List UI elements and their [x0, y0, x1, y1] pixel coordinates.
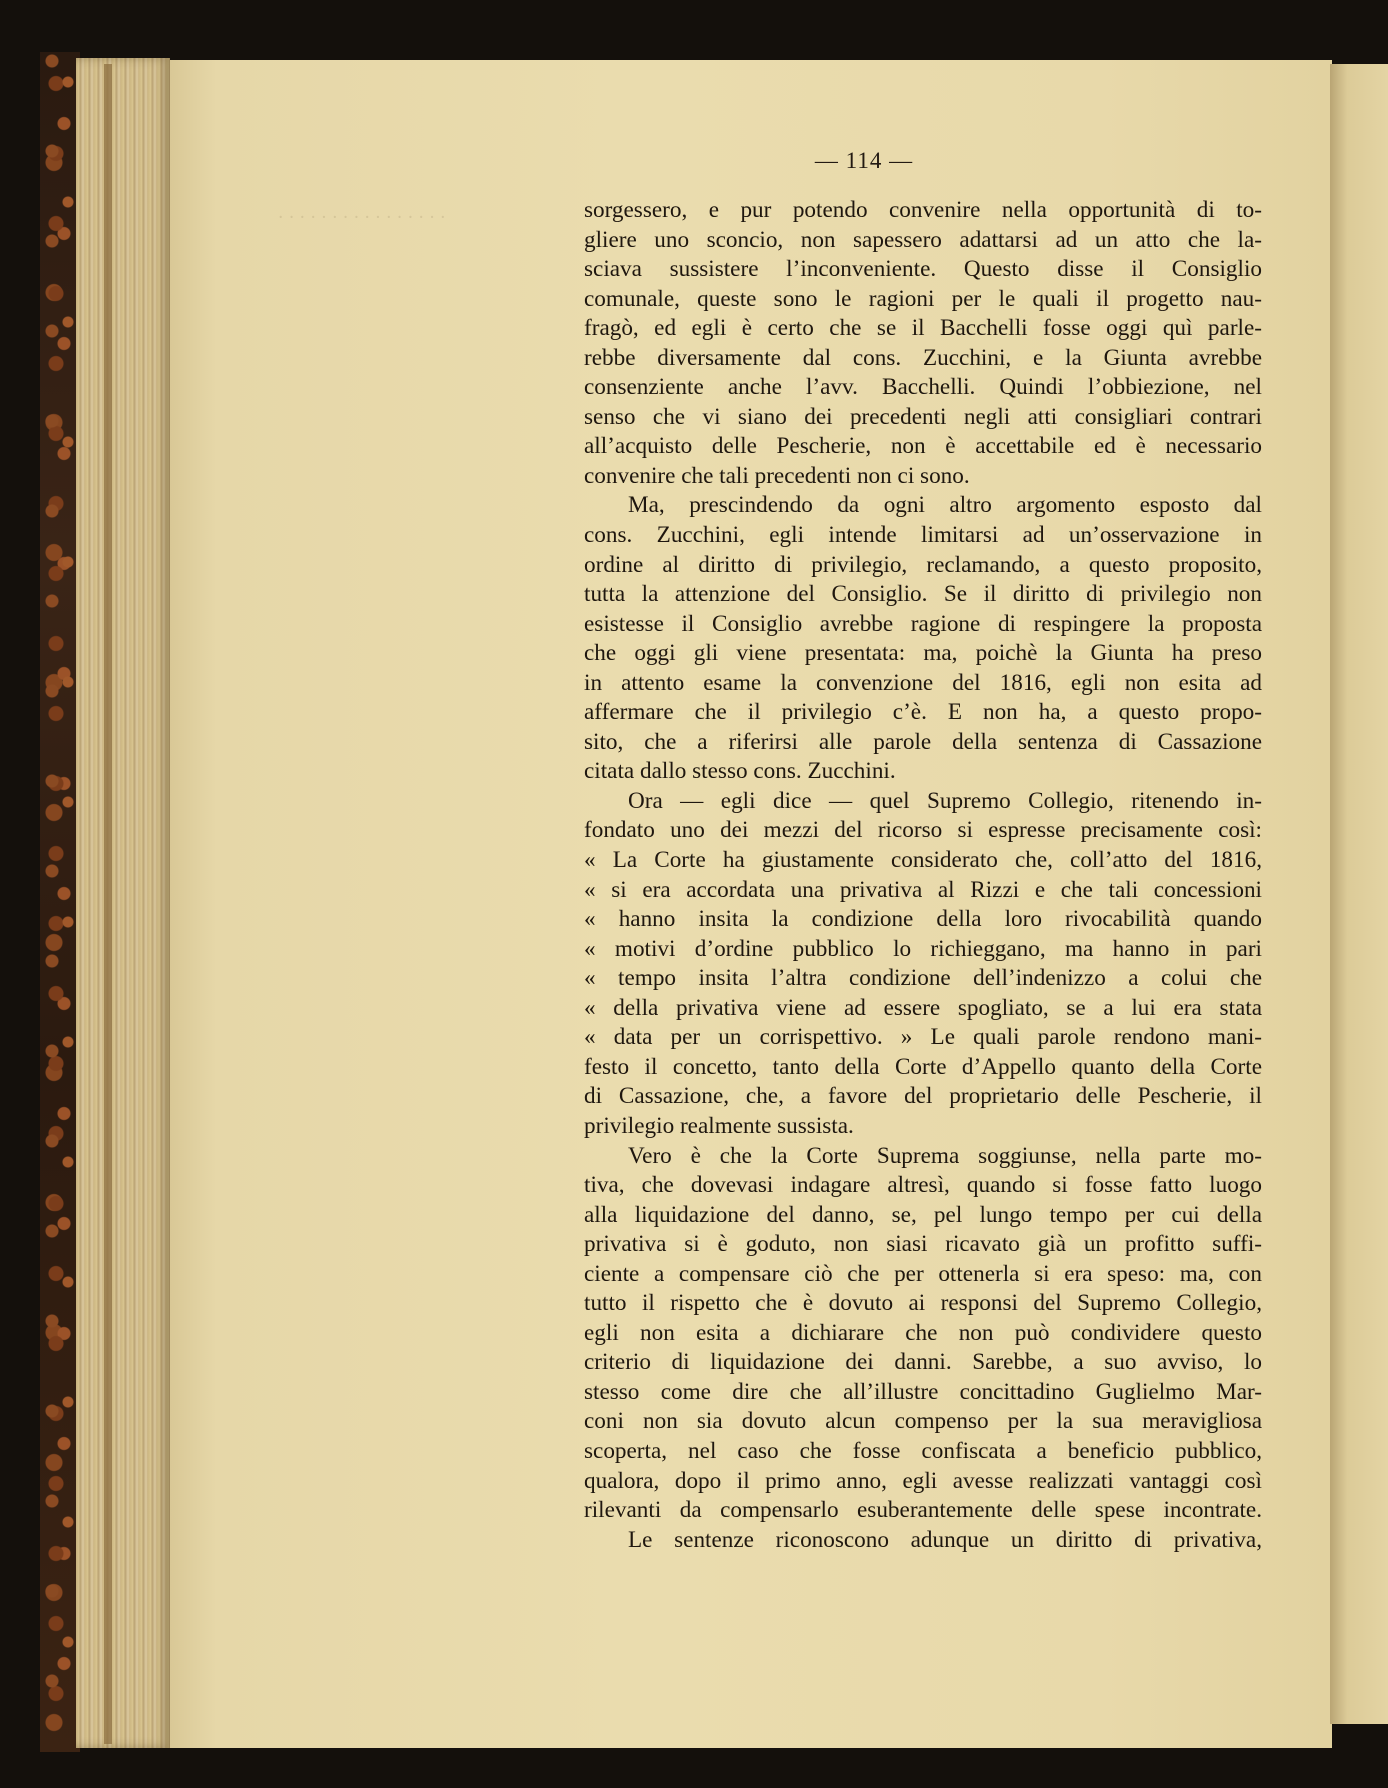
text-line: tutto il rispetto che è dovuto ai responsi del Supremo Collegio, — [584, 1290, 1262, 1317]
text-line: che oggi gli viene presentata: ma, poichè la Giunta ha preso — [584, 640, 1262, 667]
text-line: « della privativa viene ad essere spogliato, se a lui era stata — [584, 994, 1262, 1021]
text-line: esistesse il Consiglio avrebbe ragione di respingere la proposta — [584, 610, 1262, 637]
text-line: in attento esame la convenzione del 1816, egli non esita ad — [584, 669, 1262, 696]
text-line: tutta la attenzione del Consiglio. Se il diritto di privilegio non — [584, 581, 1262, 608]
text-line: « tempo insita l’altra condizione dell’indenizzo a colui che — [584, 965, 1262, 992]
facing-page-edge — [1330, 64, 1388, 1724]
text-line: « data per un corrispettivo. » Le quali parole rendono mani- — [584, 1024, 1262, 1051]
text-line: ciente a compensare ciò che per ottenerla si era speso: ma, con — [584, 1260, 1262, 1287]
page-edge-stack — [76, 58, 170, 1748]
text-line: affermare che il privilegio c’è. E non ha, a questo propo- — [584, 699, 1262, 726]
text-line: fragò, ed egli è certo che se il Bacchelli fosse oggi quì parle- — [584, 315, 1262, 342]
text-line: egli non esita a dichiarare che non può condividere questo — [584, 1319, 1262, 1346]
text-line: « La Corte ha giustamente considerato che, coll’atto del 1816, — [584, 847, 1262, 874]
text-line: rilevanti da compensarlo esuberantemente delle spese incontrate. — [584, 1497, 1262, 1524]
text-line: di Cassazione, che, a favore del proprietario delle Pescherie, il — [584, 1083, 1262, 1110]
text-line: Ora — egli dice — quel Supremo Collegio, ritenendo in- — [628, 787, 1262, 814]
text-line: ordine al diritto di privilegio, reclamando, a questo proposito, — [584, 551, 1262, 578]
text-line: citata dallo stesso cons. Zucchini. — [584, 758, 896, 785]
text-line: criterio di liquidazione dei danni. Sarebbe, a suo avviso, lo — [584, 1349, 1262, 1376]
text-line: fondato uno dei mezzi del ricorso si espresse precisamente così: — [584, 817, 1262, 844]
text-line: « motivi d’ordine pubblico lo richieggano, ma hanno in pari — [584, 935, 1262, 962]
text-line: sorgessero, e pur potendo convenire nella opportunità di to- — [584, 197, 1262, 223]
text-line: qualora, dopo il primo anno, egli avesse realizzati vantaggi così — [584, 1467, 1262, 1494]
text-line: Ma, prescindendo da ogni altro argomento esposto dal — [628, 492, 1262, 519]
body-text — [584, 196, 1262, 1555]
text-line: comunale, queste sono le ragioni per le quali il progetto nau- — [584, 285, 1262, 312]
text-line: rebbe diversamente dal cons. Zucchini, e la Giunta avrebbe — [584, 344, 1262, 371]
text-line: alla liquidazione del danno, se, pel lungo tempo per cui della — [584, 1201, 1262, 1228]
text-line: « hanno insita la condizione della loro rivocabilità quando — [584, 906, 1262, 933]
text-line: privilegio realmente sussista. — [584, 1112, 854, 1139]
text-line: convenire che tali precedenti non ci sono. — [584, 462, 970, 489]
text-line: festo il concetto, tanto della Corte d’Appello quanto della Corte — [584, 1053, 1262, 1080]
text-line: all’acquisto delle Pescherie, non è accettabile ed è necessario — [584, 433, 1262, 460]
marbled-cover — [40, 52, 80, 1752]
text-line: tiva, che dovevasi indagare altresì, quando si fosse fatto luogo — [584, 1172, 1262, 1199]
text-line: scoperta, nel caso che fosse confiscata a beneficio pubblico, — [584, 1437, 1262, 1464]
text-line: « si era accordata una privativa al Rizzi e che tali concessioni — [584, 876, 1262, 903]
text-line: privativa si è goduto, non siasi ricavato già un profitto suffi- — [584, 1231, 1262, 1258]
page-number: — 114 — — [814, 148, 914, 173]
text-line: stesso come dire che all’illustre concittadino Guglielmo Mar- — [584, 1378, 1262, 1405]
page-edge-shadow — [104, 64, 112, 1744]
text-line: coni non sia dovuto alcun compenso per la sua meravigliosa — [584, 1408, 1262, 1435]
text-line: Vero è che la Corte Suprema soggiunse, nella parte mo- — [628, 1142, 1262, 1169]
show-through-text: · · · · · · · · · · · · · · · · — [278, 208, 446, 228]
text-line: cons. Zucchini, egli intende limitarsi ad un’osservazione in — [584, 522, 1262, 549]
text-line: Le sentenze riconoscono adunque un diritto di privativa, — [628, 1526, 1262, 1553]
text-line: sciava sussistere l’inconveniente. Questo disse il Consiglio — [584, 256, 1262, 283]
text-line: sito, che a riferirsi alle parole della sentenza di Cassazione — [584, 728, 1262, 755]
text-line: consenziente anche l’avv. Bacchelli. Quindi l’obbiezione, nel — [584, 374, 1262, 401]
text-line: senso che vi siano dei precedenti negli atti consigliari contrari — [584, 403, 1262, 430]
text-line: gliere uno sconcio, non sapessero adattarsi ad un atto che la- — [584, 226, 1262, 253]
